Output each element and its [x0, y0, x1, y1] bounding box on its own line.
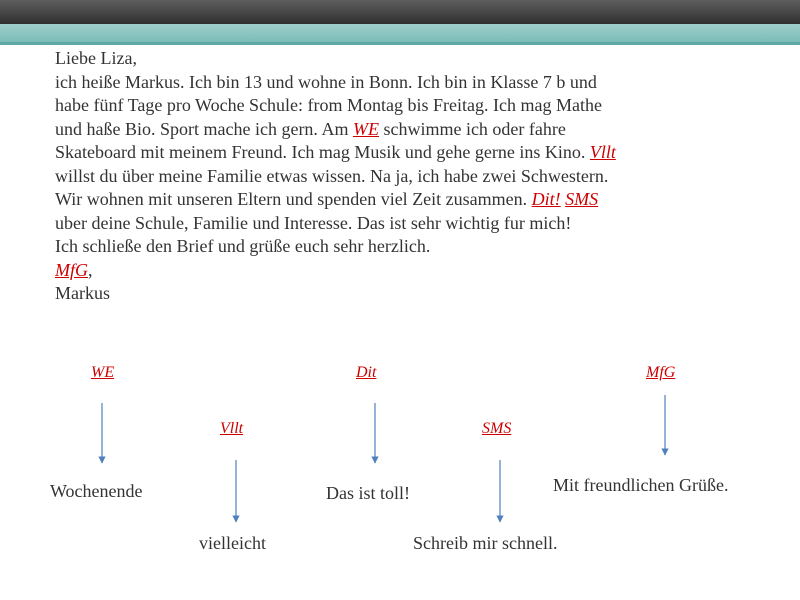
letter-text-segment: schwimme ich oder fahre [378, 118, 566, 139]
letter-line: willst du über meine Familie etwas wissen. Na ja, ich habe zwei Schwestern. [55, 165, 609, 186]
letter-line: ich heiße Markus. Ich bin 13 und wohne in Bonn. Ich bin in Klasse 7 b und [55, 71, 597, 92]
glossary-label-mfg: MfG [646, 364, 676, 381]
letter-text-segment: und haße Bio. Sport mache ich gern. Am [55, 118, 353, 139]
glossary-meaning-dit: Das ist toll! [326, 483, 410, 503]
glossary-meaning-sms: Schreib mir schnell. [413, 533, 558, 553]
letter-greeting: Liebe Liza, [55, 48, 137, 68]
glossary-label-dit: Dit [356, 364, 377, 381]
abbr-sms: SMS [565, 189, 599, 209]
abbr-we: WE [352, 118, 379, 139]
letter-signature: Markus [55, 283, 110, 303]
abbr-vllt: Vllt [589, 142, 616, 162]
glossary-meaning-we: Wochenende [50, 481, 143, 501]
letter-text-segment: Wir wohnen mit unseren Eltern und spenden viel Zeit zusammen. [55, 189, 532, 209]
letter-line: habe fünf Tage pro Woche Schule: from Montag bis Freitag. Ich mag Mathe [55, 95, 602, 115]
abbr-dit: Dit! [531, 189, 561, 209]
glossary-label-vllt: Vllt [220, 420, 244, 437]
glossary-meaning-mfg: Mit freundlichen Grüße. [553, 475, 729, 495]
glossary-meaning-vllt: vielleicht [199, 533, 266, 553]
glossary-label-we: WE [91, 364, 115, 381]
letter-line: uber deine Schule, Familie und Interesse. Das ist sehr wichtig fur mich! [55, 212, 572, 233]
abbr-mfg: MfG [55, 259, 88, 280]
letter-line: Ich schließe den Brief und grüße euch sehr herzlich. [55, 236, 431, 256]
closing-comma: , [88, 259, 93, 280]
glossary-label-sms: SMS [482, 420, 512, 437]
letter-text-segment: Skateboard mit meinem Freund. Ich mag Musik und gehe gerne ins Kino. [55, 142, 590, 162]
